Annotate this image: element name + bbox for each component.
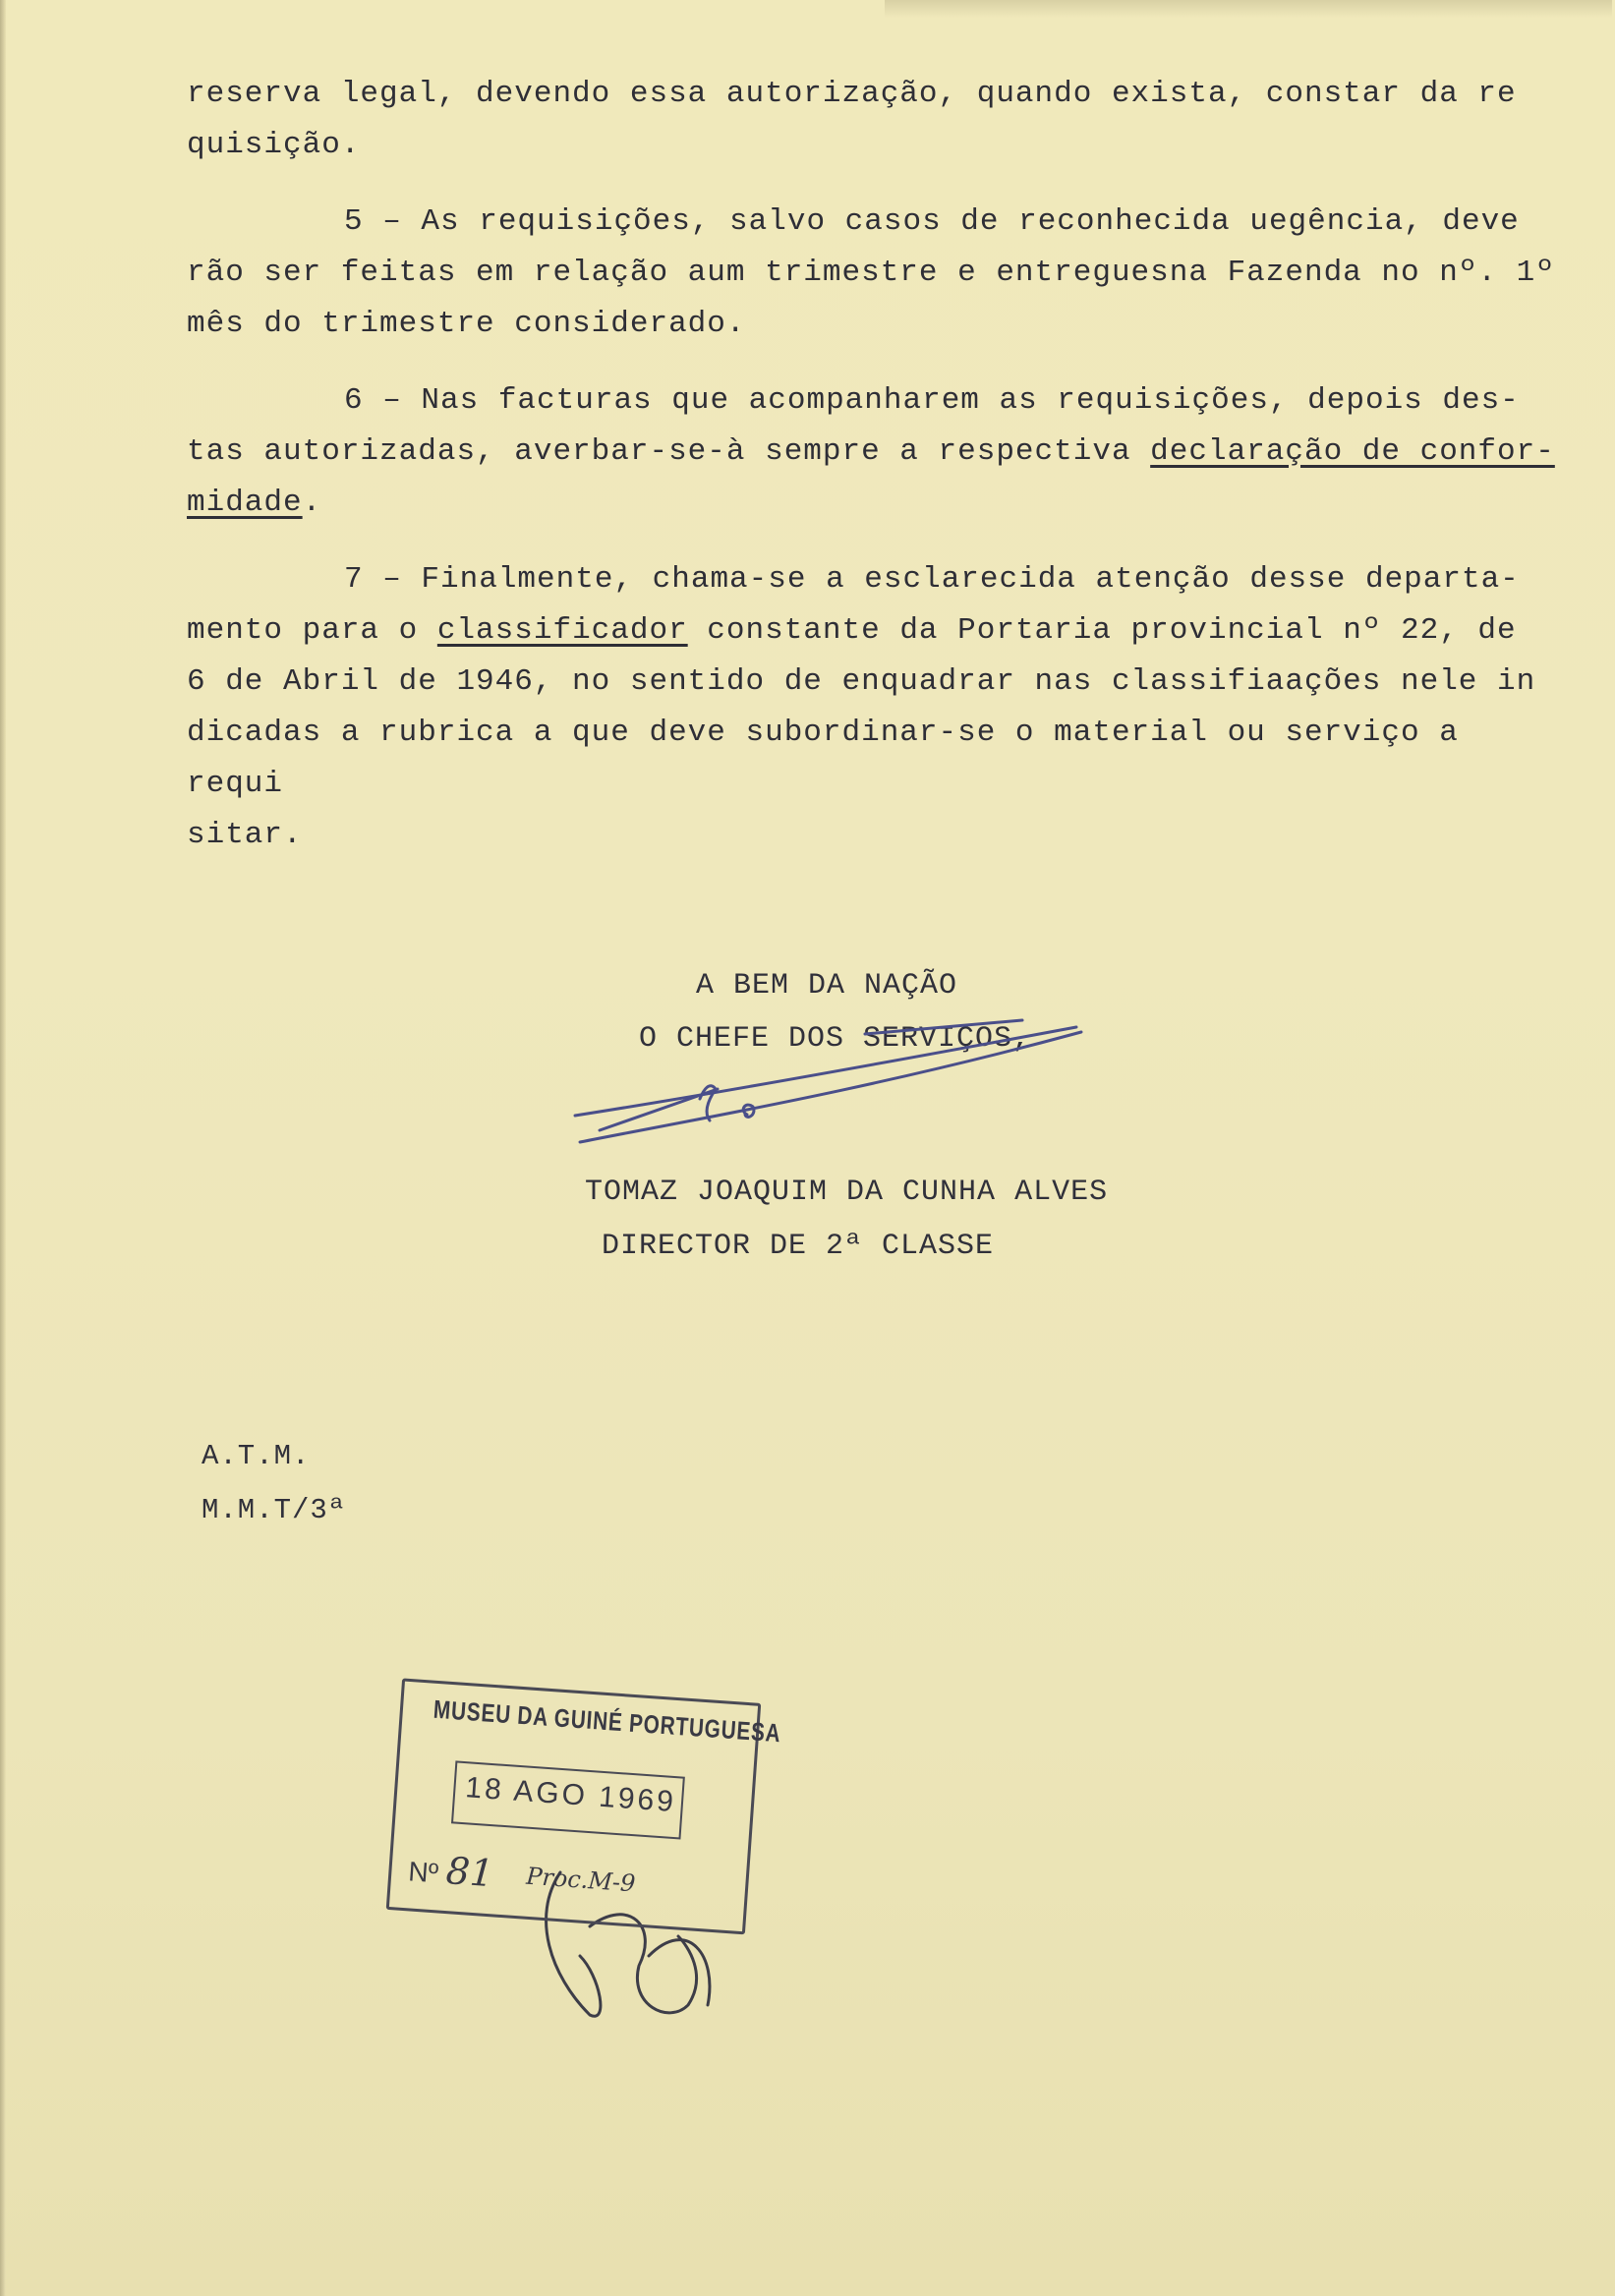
text-line: 6 de Abril de 1946, no sentido de enquadrar nas classifiaações nele in (187, 664, 1536, 699)
text-segment: constante da Portaria provincial nº 22, de (687, 613, 1517, 648)
closing-salutation: A BEM DA NAÇÃO (696, 969, 958, 1003)
stamp-number-label: Nº (407, 1856, 439, 1889)
underlined-phrase: midade (187, 486, 303, 520)
text-line: 5 – As requisições, salvo casos de reconhecida uegência, deve (344, 204, 1520, 239)
text-line: quisição. (187, 128, 361, 162)
text-segment: tas autorizadas, averbar-se-à sempre a respectiva (187, 434, 1151, 469)
stamp-date: 18 AGO 1969 (464, 1771, 678, 1819)
text-line: mês do trimestre considerado. (187, 307, 746, 341)
text-line: reserva legal, devendo essa autorização, quando exista, constar da re (187, 77, 1517, 111)
reference-code: M.M.T/3ª (202, 1494, 347, 1526)
museum-stamp (385, 1678, 782, 1948)
text-segment: mento para o (187, 613, 437, 648)
text-line: sitar. (187, 818, 303, 852)
closing-role: O CHEFE DOS SERVIÇOS, (639, 1022, 1032, 1056)
text-segment: . (302, 486, 322, 520)
signature-icon (575, 1020, 1081, 1142)
signatory-rank: DIRECTOR DE 2ª CLASSE (602, 1230, 995, 1263)
underlined-phrase: declaração de confor- (1150, 434, 1555, 469)
text-line: 6 – Nas facturas que acompanharem as requisições, depois des- (344, 383, 1520, 418)
underlined-phrase: classificador (436, 613, 688, 648)
text-line: rão ser feitas em relação aum trimestre e entreguesna Fazenda no nº. 1º (187, 256, 1555, 290)
stamp-institution: MUSEU DA GUINÉ PORTUGUESA (433, 1693, 782, 1749)
reference-initials: A.T.M. (202, 1440, 311, 1472)
signatory-name: TOMAZ JOAQUIM DA CUNHA ALVES (585, 1176, 1109, 1209)
stamp-process: Proc.M-9 (525, 1862, 637, 1898)
text-line: 7 – Finalmente, chama-se a esclarecida atenção desse departa- (344, 562, 1520, 597)
stamp-number (407, 1846, 494, 1895)
text-line: dicadas a rubrica a que deve subordinar-se o material ou serviço a requi (187, 716, 1459, 801)
stamp-number-value: 81 (444, 1849, 495, 1896)
